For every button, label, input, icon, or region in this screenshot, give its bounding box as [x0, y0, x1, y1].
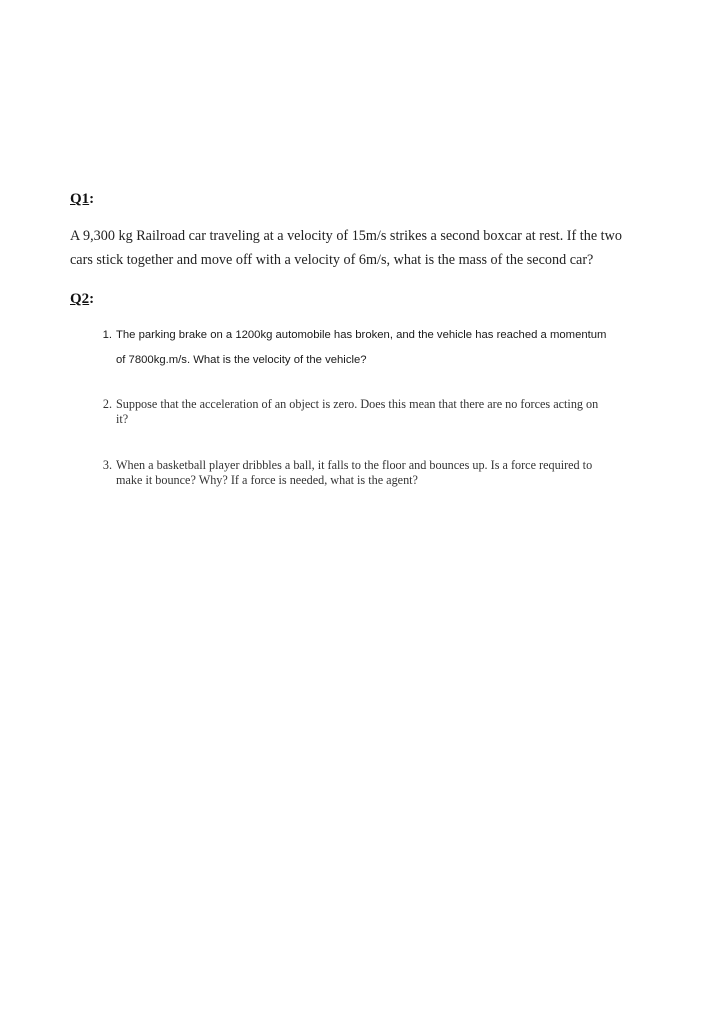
q2-item-1-line-2: of 7800kg.m/s. What is the velocity of the vehicle? [116, 354, 367, 366]
q2-item-2-line-2: it? [116, 412, 129, 426]
q2-item-2-text [116, 397, 660, 427]
q1-line-1: A 9,300 kg Railroad car traveling at a velocity of 15m/s strikes a second boxcar at rest. If the two [70, 228, 622, 244]
q1-line-2: cars stick together and move off with a velocity of 6m/s, what is the mass of the second car? [70, 252, 594, 268]
q2-item-2-line-1: Suppose that the acceleration of an object is zero. Does this mean that there are no forces acting on [116, 397, 599, 411]
q2-item-3-number: 3. [102, 458, 112, 472]
q2-heading [70, 291, 94, 308]
q2-item-2-number: 2. [102, 397, 112, 411]
q2-heading-colon: : [89, 291, 95, 307]
q1-heading [70, 191, 94, 208]
q2-item-3-text [116, 458, 660, 488]
q1-heading-number: Q1 [70, 191, 90, 207]
q1-question-text [70, 224, 670, 272]
q2-item-1-text [116, 323, 660, 373]
q2-item-1-number: 1. [102, 329, 112, 341]
q2-item-3-line-1: When a basketball player dribbles a ball, it falls to the floor and bounces up. Is a force required to [116, 458, 593, 472]
q1-heading-colon: : [89, 191, 95, 207]
q2-heading-number: Q2 [70, 291, 90, 307]
q2-item-3-line-2: make it bounce? Why? If a force is needed, what is the agent? [116, 473, 418, 487]
q2-item-1-line-1: The parking brake on a 1200kg automobile has broken, and the vehicle has reached a momentum [116, 329, 607, 341]
